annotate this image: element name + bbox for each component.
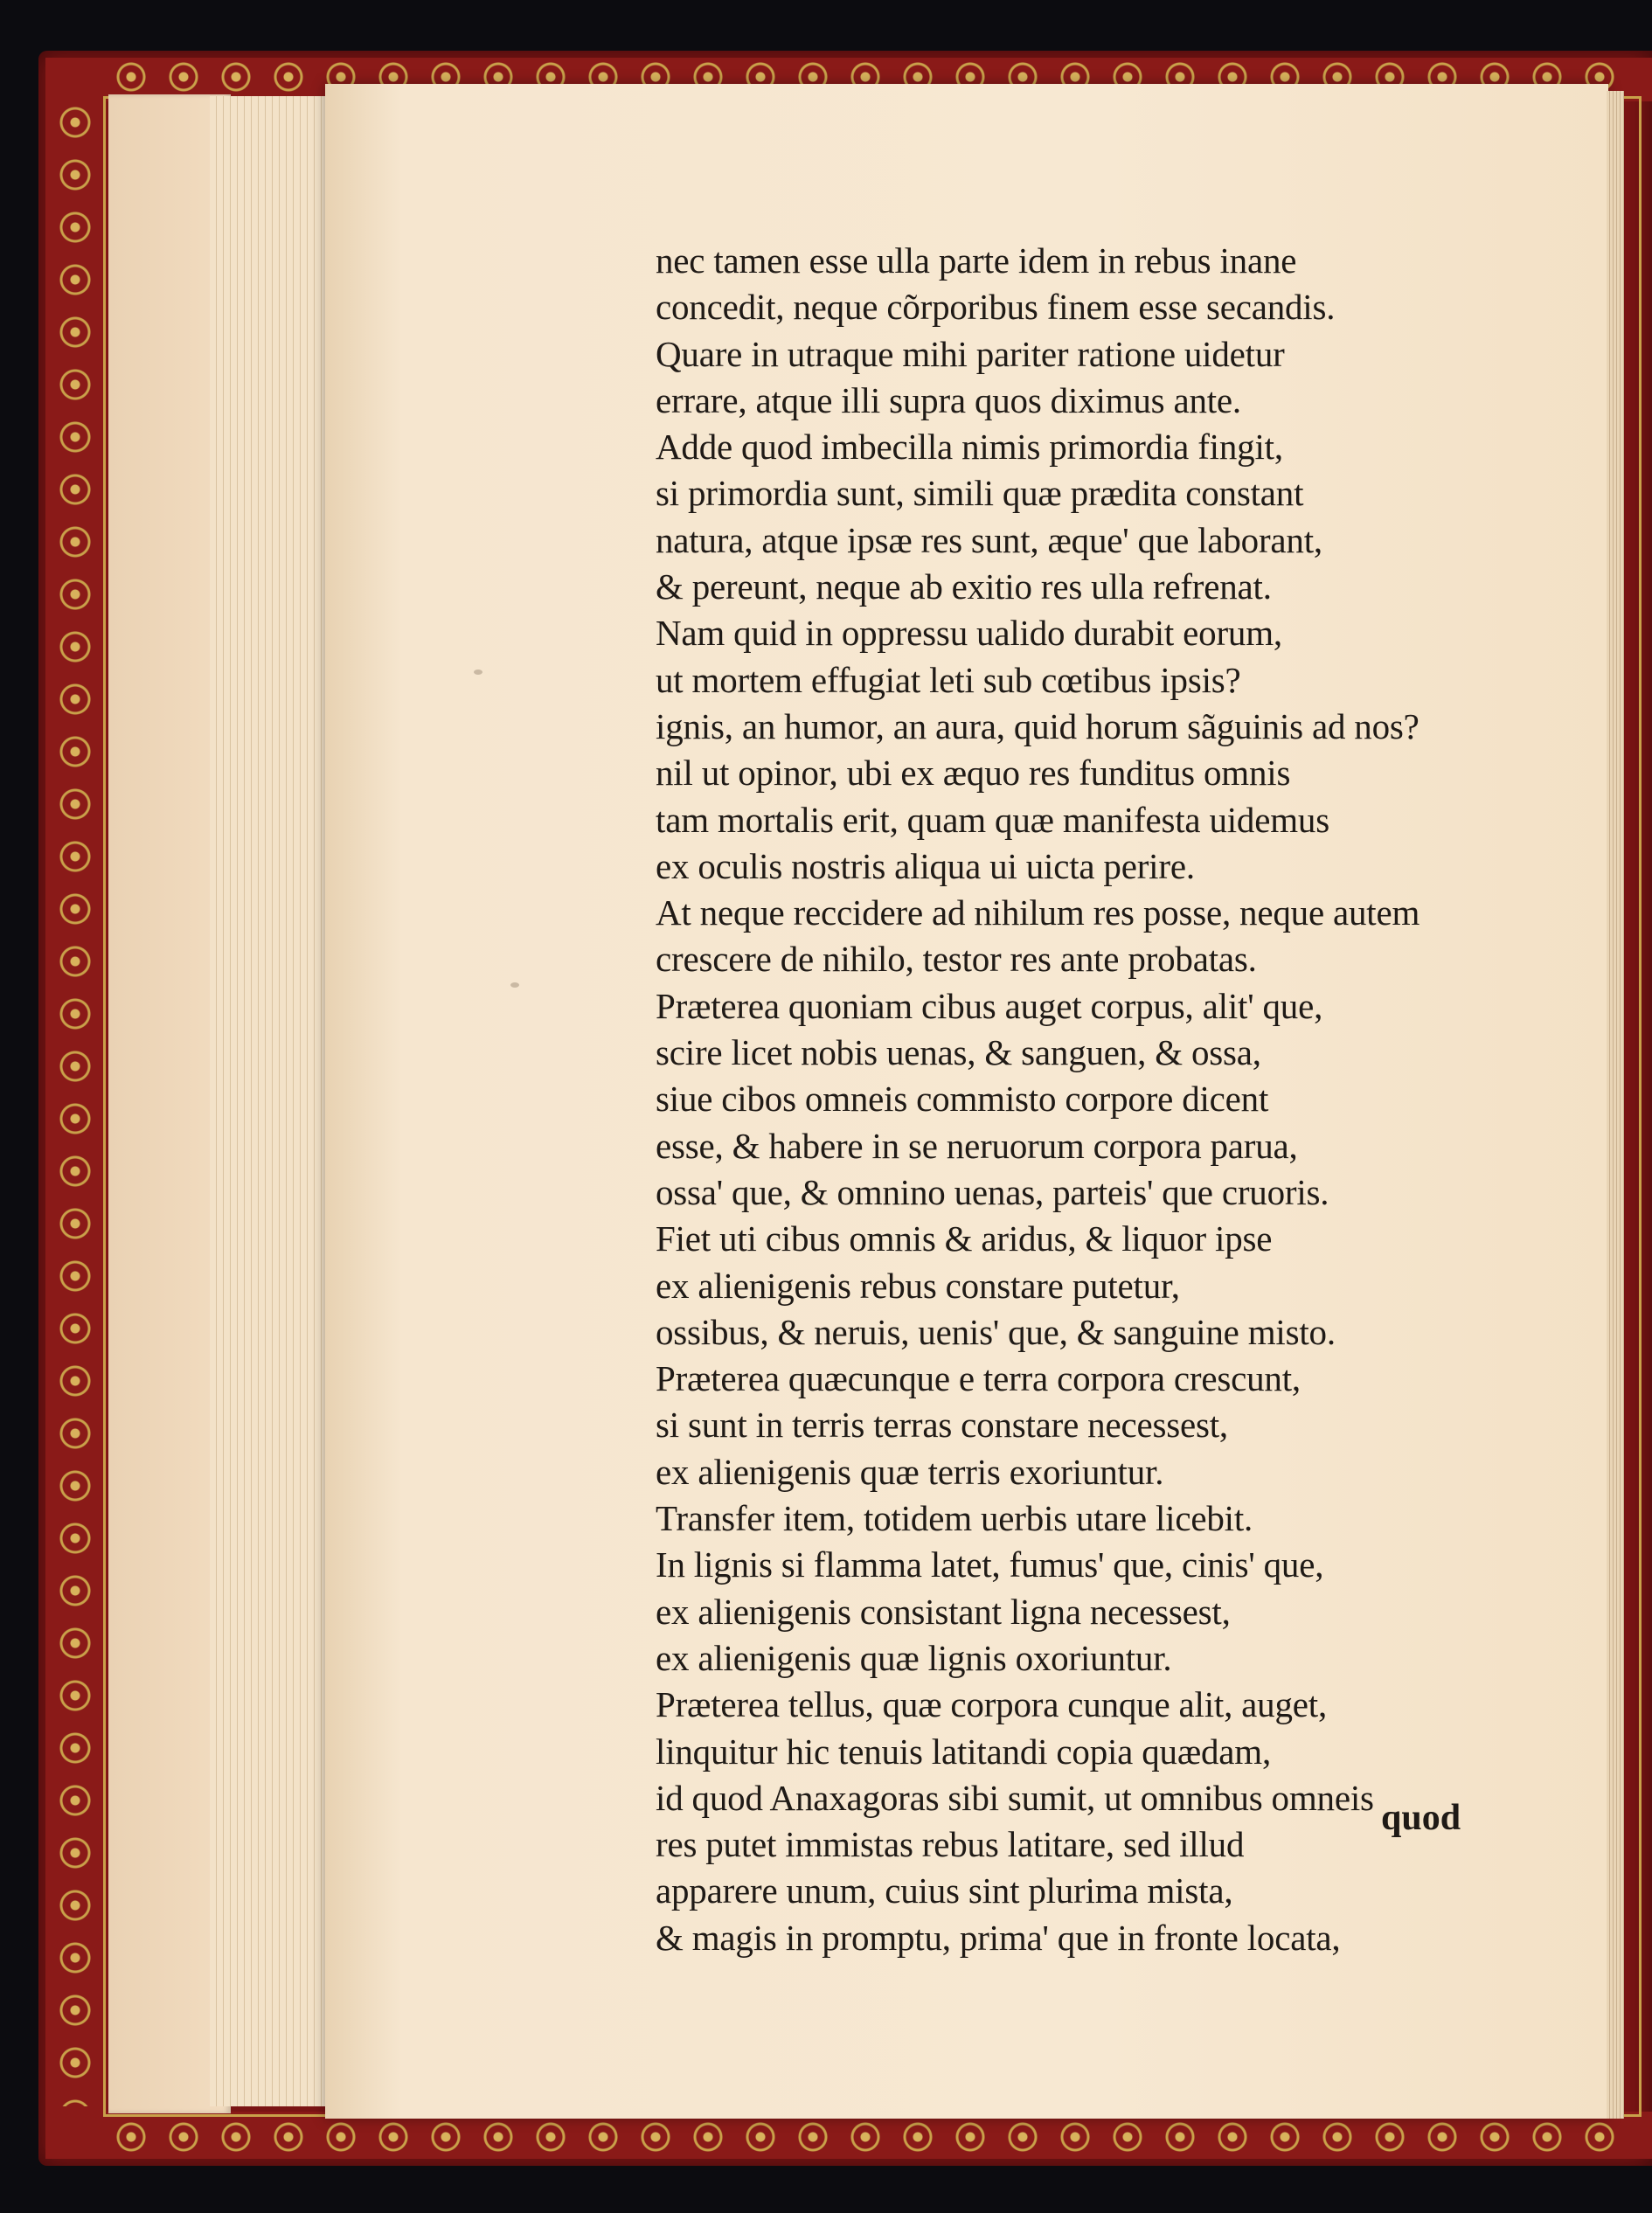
text-line: Adde quod imbecilla nimis primordia fingit, <box>656 427 1283 468</box>
text-line: esse, & habere in se neruorum corpora parua, <box>656 1125 1298 1166</box>
text-line: siue cibos omneis commisto corpore dicent <box>656 1079 1269 1120</box>
text-line: Præterea quæcunque e terra corpora crescunt, <box>656 1358 1301 1399</box>
paper-mark <box>510 982 519 988</box>
paper-mark <box>474 669 482 675</box>
text-line: & pereunt, neque ab exitio res ulla refrenat. <box>656 566 1272 607</box>
text-line: Præterea tellus, quæ corpora cunque alit, auget, <box>656 1684 1328 1725</box>
text-line: Quare in utraque mihi pariter ratione uidetur <box>656 333 1285 374</box>
text-line: ex alienigenis rebus constare putetur, <box>656 1265 1180 1306</box>
text-line: nil ut opinor, ubi ex æquo res funditus omnis <box>656 753 1291 794</box>
text-line: linquitur hic tenuis latitandi copia quædam, <box>656 1731 1272 1772</box>
text-line: ex oculis nostris aliqua ui uicta perire. <box>656 845 1195 886</box>
text-line: Fiet uti cibus omnis & aridus, & liquor ipse <box>656 1218 1273 1259</box>
text-line: At neque reccidere ad nihilum res posse, neque autem <box>656 892 1420 933</box>
text-line: nec tamen esse ulla parte idem in rebus inane <box>656 240 1297 281</box>
text-line: si sunt in terris terras constare necessest, <box>656 1405 1228 1446</box>
page-stack <box>210 96 341 2106</box>
text-line: concedit, neque cõrporibus finem esse secandis. <box>656 287 1336 328</box>
text-line: res putet immistas rebus latitare, sed illud <box>656 1824 1245 1865</box>
text-line: Transfer item, totidem uerbis utare licebit. <box>656 1498 1253 1539</box>
text-line: Nam quid in oppressu ualido durabit eorum, <box>656 613 1282 654</box>
text-line: si primordia sunt, simili quæ prædita constant <box>656 473 1304 514</box>
text-line: id quod Anaxagoras sibi sumit, ut omnibus omneis <box>656 1777 1374 1818</box>
text-line: ex alienigenis consistant ligna necessest, <box>656 1591 1231 1632</box>
body-text <box>656 238 1530 1961</box>
text-line: In lignis si flamma latet, fumus' que, cinis' que, <box>656 1544 1324 1585</box>
catchword: quod <box>1381 1798 1461 1838</box>
text-line: apparere unum, cuius sint plurima mista, <box>656 1870 1233 1911</box>
gilt-border-left <box>51 96 100 2106</box>
text-line: ignis, an humor, an aura, quid horum sãguinis ad nos? <box>656 705 1419 746</box>
text-line: ex alienigenis quæ terris exoriuntur. <box>656 1451 1164 1492</box>
text-line: crescere de nihilo, testor res ante probatas. <box>656 939 1257 980</box>
text-line: ex alienigenis quæ lignis oxoriuntur. <box>656 1637 1172 1678</box>
text-line: errare, atque illi supra quos diximus ante. <box>656 379 1241 420</box>
text-line: Præterea quoniam cibus auget corpus, alit' que, <box>656 985 1323 1026</box>
gilt-border-bottom <box>105 2115 1626 2159</box>
text-line: scire licet nobis uenas, & sanguen, & ossa, <box>656 1032 1261 1073</box>
page-edge <box>1607 91 1624 2119</box>
text-line: & magis in promptu, prima' que in fronte locata, <box>656 1917 1341 1958</box>
text-line: natura, atque ipsæ res sunt, æque' que laborant, <box>656 519 1322 560</box>
text-line: tam mortalis erit, quam quæ manifesta uidemus <box>656 799 1329 840</box>
text-line: ut mortem effugiat leti sub cœtibus ipsis? <box>656 659 1241 700</box>
text-line: ossibus, & neruis, uenis' que, & sanguine misto. <box>656 1311 1336 1352</box>
text-line: ossa' que, & omnino uenas, parteis' que cruoris. <box>656 1171 1329 1212</box>
